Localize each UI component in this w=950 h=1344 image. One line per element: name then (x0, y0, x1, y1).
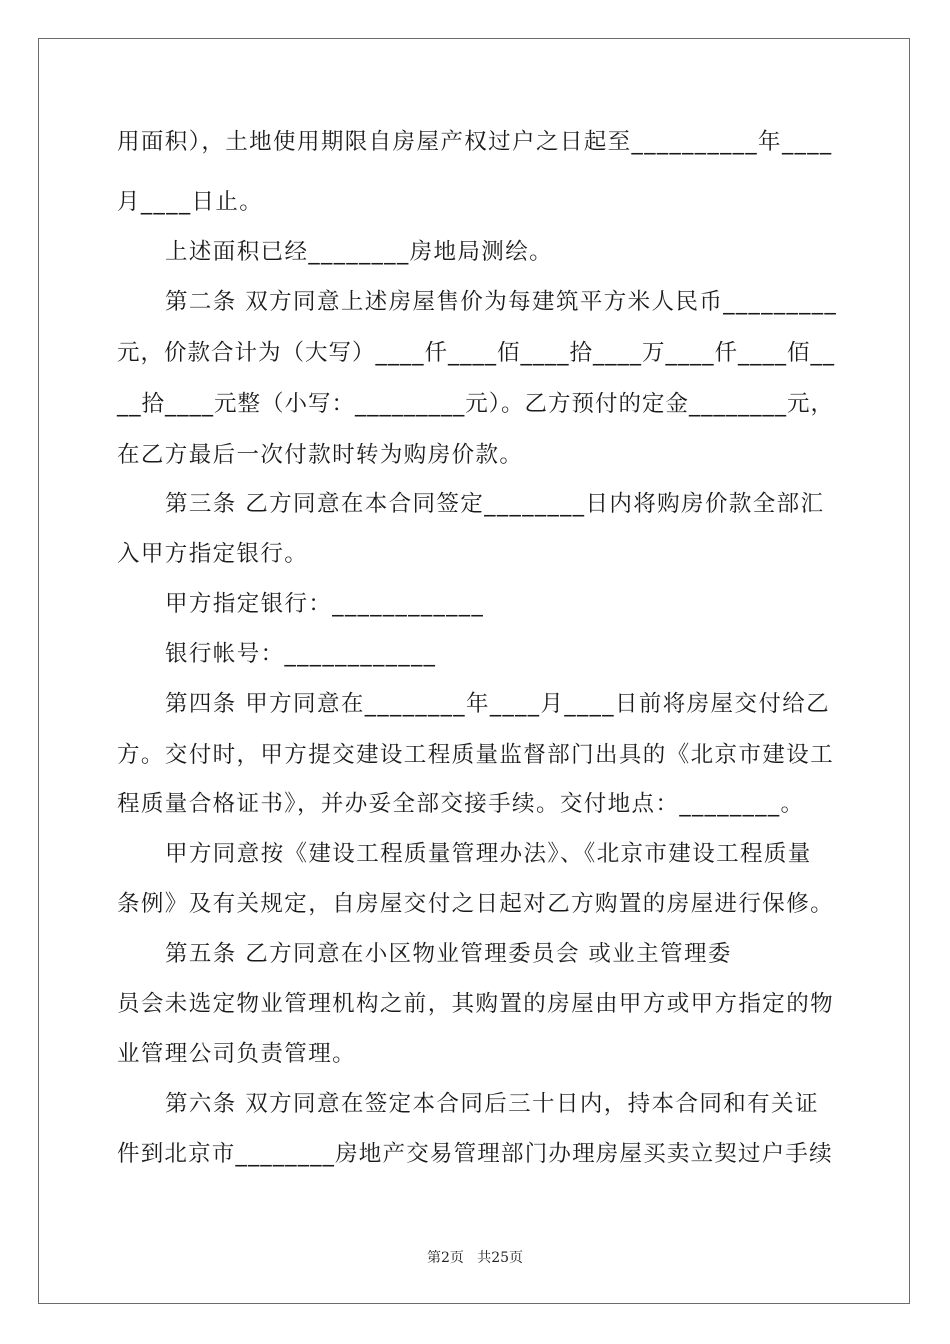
article-6-line: 第六条 双方同意在签定本合同后三十日内，持本合同和有关证 (165, 1091, 819, 1117)
text-line: 条例》及有关规定，自房屋交付之日起对乙方购置的房屋进行保修。 (117, 891, 835, 917)
article-5-line: 第五条 乙方同意在小区物业管理委员会 或业主管理委 (165, 941, 732, 967)
text-line: 程质量合格证书》，并办妥全部交接手续。交付地点：________。 (117, 791, 805, 817)
text-line: __拾____元整（小写：_________元）。乙方预付的定金________元， (117, 391, 835, 417)
text-line: 月____日止。 (117, 189, 264, 215)
article-4-line: 第四条 甲方同意在________年____月____日前将房屋交付给乙 (165, 691, 831, 717)
article-3-line: 第三条 乙方同意在本合同签定________日内将购房价款全部汇 (165, 491, 825, 517)
text-line: 入甲方指定银行。 (117, 541, 309, 567)
text-line: 方。交付时，甲方提交建设工程质量监督部门出具的《北京市建设工 (117, 742, 835, 768)
text-line: 业管理公司负责管理。 (117, 1041, 357, 1067)
text-line: 元，价款合计为（大写）____仟____佰____拾____万____仟____佰__ (117, 340, 836, 366)
text-line: 甲方同意按《建设工程质量管理办法》、《北京市建设工程质量 (165, 841, 812, 867)
text-line: 上述面积已经________房地局测绘。 (165, 239, 554, 265)
text-line: 在乙方最后一次付款时转为购房价款。 (117, 442, 524, 468)
article-2-line: 第二条 双方同意上述房屋售价为每建筑平方米人民币_________ (165, 289, 838, 315)
bank-name-line: 甲方指定银行：____________ (165, 591, 485, 617)
text-line: 用面积），土地使用期限自房屋产权过户之日起至__________年____ (117, 129, 833, 155)
bank-account-line: 银行帐号：____________ (165, 641, 437, 667)
page-number-footer: 第2页 共25页 (426, 1250, 524, 1266)
text-line: 件到北京市________房地产交易管理部门办理房屋买卖立契过户手续 (117, 1141, 833, 1167)
text-line: 员会未选定物业管理机构之前，其购置的房屋由甲方或甲方指定的物 (117, 991, 835, 1017)
